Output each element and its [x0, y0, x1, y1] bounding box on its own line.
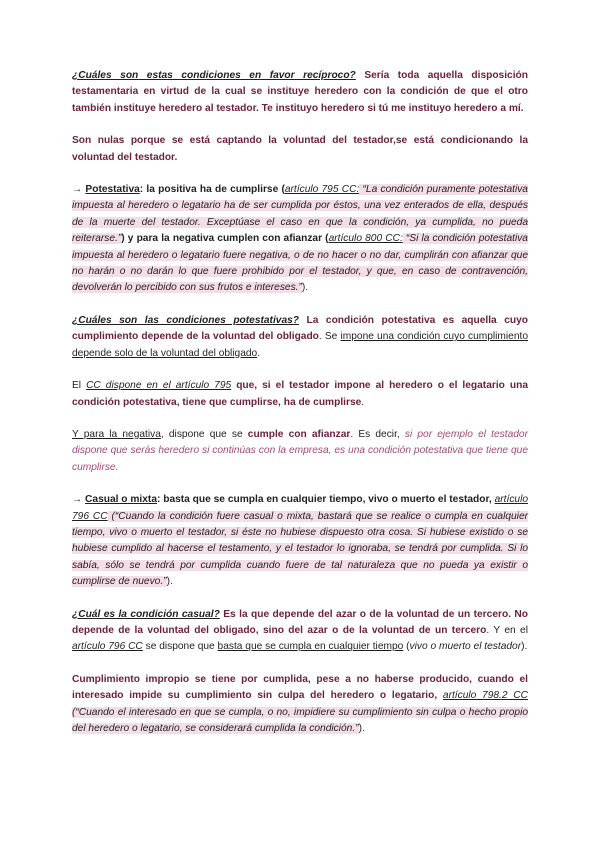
potestativa-text-1: : la positiva ha de cumplirse ( [139, 184, 285, 196]
question-casual: ¿Cuál es la condición casual? [72, 608, 220, 620]
paragraph-casual-mixta [72, 492, 528, 590]
paragraph-article-795 [72, 378, 528, 411]
negative-text-1: , dispone que se [160, 428, 248, 440]
ref-cc-795: CC dispone en el artículo 795 [86, 380, 232, 392]
paragraph-null-conditions [72, 133, 528, 166]
casual-text-1: : basta que se cumpla en cualquier tiempo, vivo o muerto el testador, [156, 494, 495, 506]
casual-text-2: ). [166, 576, 173, 588]
negative-underlined: Y para la negativa [72, 428, 161, 440]
ref-article-800: artículo 800 CC: [328, 233, 403, 245]
casual-underlined: basta que se cumpla en cualquier tiempo [217, 641, 404, 653]
improper-text-2: ). [358, 723, 365, 734]
ref-article-796: artículo 796 CC [72, 494, 529, 522]
paragraph-casual-question [72, 607, 528, 656]
paragraph-improper-fulfillment [72, 672, 528, 738]
potestativa-text-3: ). [301, 282, 309, 294]
paragraph-potestative-question [72, 313, 528, 362]
art795-text-2: que, si el testador impone al heredero o el legatario una condición potestativa, tiene que cumplirse, ha de cumplirse [72, 380, 529, 408]
casual-q-text-2: . Y en el [486, 624, 528, 636]
answer-potestative: La condición potestativa es aquella cuyo cumplimiento depende de la voluntad del obligado [72, 314, 528, 343]
potestative-underlined: impone una condición cuyo cumplimiento depende solo de la voluntad del obligado [72, 331, 529, 359]
ref-article-796-b: artículo 796 CC [72, 641, 143, 653]
quote-article-796: (“Cuando la condición fuere casual o mixta, bastará que se realice o cumpla en cualquier tiempo, vivo o muerto el testador, si éste no hubiese dispuesto otra cosa. Si hubiese existido o se hubiese cumplido al hacerse el testamento, y el testador lo ignoraba, se tendrá por cumplida. Si lo sabía, sólo se tendrá por cumplida cuando fuere de tal naturaleza que no pueda ya existir o cumplirse de nuevo.” [72, 510, 528, 588]
casual-q-text-5: ). [521, 641, 528, 653]
arrow-icon: → [72, 184, 86, 196]
quote-article-800: “Si la condición potestativa impuesta al heredero o legatario fuere negativa, o de no hacer o no dar, cumplirán con afianzar que no harán o no darán lo que fuere prohibido por el testador, y que, en caso de contravención, devolverán lo percibido con sus frutos e intereses.” [72, 233, 528, 294]
potestativa-text-2: ) y para la negativa cumplen con afianzar ( [121, 233, 329, 245]
negative-bold: cumple con afianzar [247, 428, 351, 440]
label-casual-mixta: Casual o mixta [85, 494, 157, 506]
potestative-text-3: . [257, 347, 261, 359]
negative-text-2: . Es decir, [350, 428, 405, 440]
quote-article-798-2: (“Cuando el interesado en que se cumpla, o no, impidiere su cumplimiento sin culpa o hecho propio del heredero o legatario, se considerará cumplida la condición.” [72, 706, 528, 734]
improper-text-1: Cumplimiento impropio se tiene por cumplida, pese a no haberse producido, cuando el interesado impide su cumplimiento sin culpa del heredero o legatario, [72, 673, 528, 702]
potestative-text-2: . Se [318, 331, 341, 343]
paragraph-reciprocal-conditions [72, 68, 528, 117]
ref-article-798-2: artículo 798.2 CC [442, 690, 528, 702]
label-potestativa: Potestativa [85, 184, 140, 196]
negative-example: si por ejemplo el testador dispone que serás heredero si continúas con la empresa, es una condición potestativa que tiene que cumplirse. [72, 428, 528, 473]
arrow-icon: → [72, 494, 86, 506]
art795-text-3: . [361, 396, 365, 408]
casual-italic: vivo o muerto el testador [409, 641, 522, 653]
casual-q-text-4: ( [403, 641, 410, 653]
question-potestative: ¿Cuáles son las condiciones potestativas? [72, 314, 300, 326]
paragraph-negative [72, 427, 528, 476]
art795-text-1: El [72, 380, 87, 392]
answer-casual: Es la que depende del azar o de la voluntad de un tercero. No depende de la voluntad del obligado, sino del azar o de la voluntad de un tercero [72, 608, 528, 636]
question-reciprocal: ¿Cuáles son estas condiciones en favor recíproco? [72, 70, 356, 81]
ref-article-795: artículo 795 CC: [284, 184, 360, 196]
paragraph-potestativa [72, 182, 528, 297]
answer-reciprocal: Sería toda aquella disposición testamentaria en virtud de la cual se instituye heredero con la condición de que el otro también instituye heredero al testador. Te instituyo heredero si tú me instituyo heredero a mí. [72, 70, 528, 114]
null-conditions-text: Son nulas porque se está captando la voluntad del testador,se está condicionando la voluntad del testador. [72, 135, 528, 163]
quote-article-795: “La condición puramente potestativa impuesta al heredero o legatario ha de ser cumplida por éstos, una vez enterados de ella, después de la muerte del testador. Exceptúase el caso en que la condición, ya cumplida, no pueda reiterarse.” [72, 184, 528, 245]
casual-q-text-3: se dispone que [142, 641, 218, 653]
